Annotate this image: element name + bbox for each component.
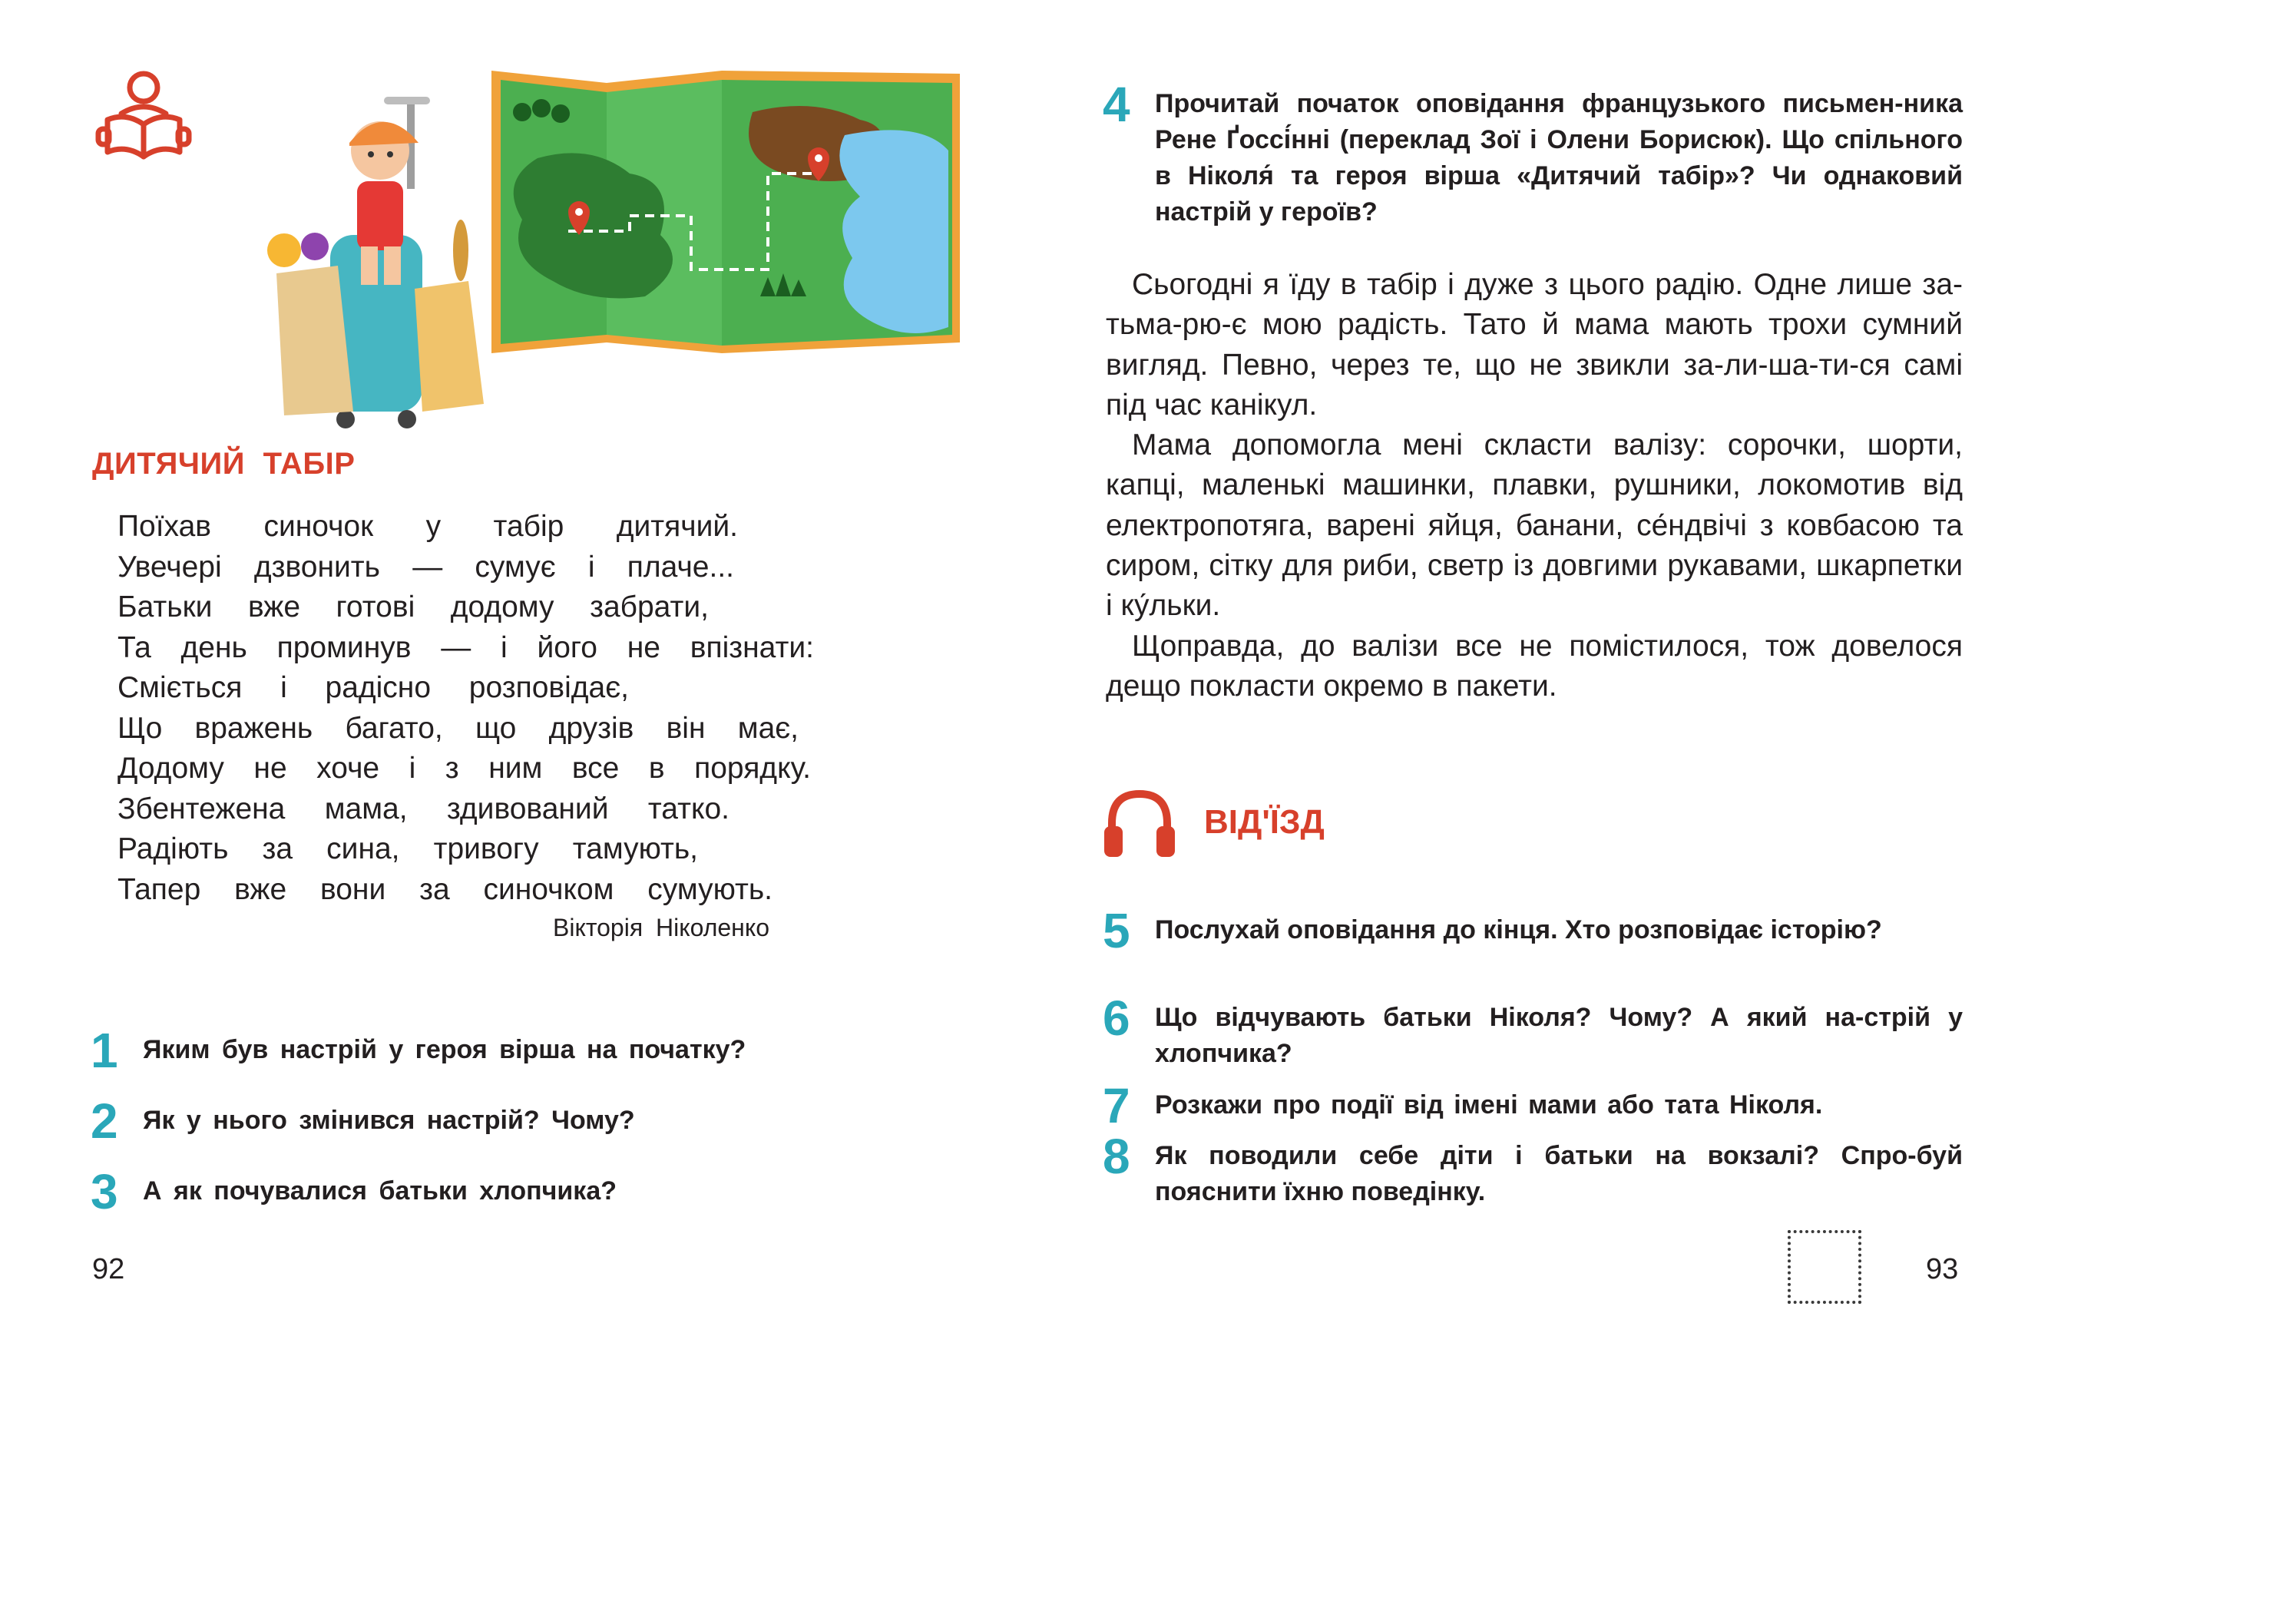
question-8 — [1103, 1129, 1963, 1210]
question-text: Як у нього змінився настрій? Чому? — [143, 1106, 635, 1135]
question-text: Прочитай початок оповідання французького письмен-ника Рене Ґоссі́нні (переклад Зої і Олени Борисюк). Що спільного в Ніколя́ та героя вірша «Дитячий табір»? Чи однаковий настрій у героїв? — [1155, 89, 1963, 227]
question-1 — [91, 1023, 746, 1078]
page-number-right: 93 — [1926, 1253, 1959, 1285]
question-5 — [1103, 903, 1963, 958]
question-number: 5 — [1103, 903, 1130, 958]
camp-map-illustration — [230, 66, 960, 435]
story-paragraph: Щоправда, до валізи все не помістилося, тож довелося дещо покласти окремо в пакети. — [1106, 629, 1963, 703]
story-paragraph: Мама допомогла мені скласти валізу: сорочки, шорти, капці, маленькі машинки, плавки, рушники, локомотив від електропотяга, варені яйця, банани, се́ндвічі з ковбасою та сиром, сітку для риби, светр із довгими рукавами, шкарпетки і ку́льки. — [1106, 428, 1963, 623]
page-number-left: 92 — [92, 1253, 125, 1285]
story-excerpt — [1106, 265, 1963, 706]
question-number: 6 — [1103, 991, 1130, 1046]
task-4 — [1103, 77, 1963, 230]
score-checkbox[interactable] — [1788, 1230, 1861, 1304]
question-text: А як почувалися батьки хлопчика? — [143, 1176, 617, 1206]
poem-line: Поїхав синочок у табір дитячий. — [117, 510, 738, 543]
question-text: Послухай оповідання до кінця. Хто розповідає історію? — [1155, 915, 1882, 944]
poem-line: Сміється і радісно розповідає, — [117, 671, 629, 704]
question-6 — [1103, 991, 1963, 1072]
poem-author: Вікторія Ніколенко — [553, 914, 769, 941]
story-paragraph: Сьогодні я їду в табір і дуже з цього радію. Одне лише за-тьма-рю-є мою радість. Тато й мама мають трохи сумний вигляд. Певно, через те, що не звикли за-ли-ша-ти-ся самі під час канікул. — [1106, 268, 1963, 422]
question-3 — [91, 1164, 617, 1219]
poem-line: Тапер вже вони за синочком сумують. — [117, 872, 773, 906]
question-2 — [91, 1093, 635, 1149]
poem-line: Що вражень багато, що друзів він має, — [117, 711, 799, 745]
question-number: 1 — [91, 1023, 118, 1078]
question-text: Яким був настрій у героя вірша на початку? — [143, 1035, 746, 1064]
poem-line: Радіють за сина, тривогу тамують, — [117, 832, 698, 865]
poem-line: Збентежена мама, здивований татко. — [117, 792, 729, 825]
question-text: Розкажи про події від імені мами або тата Ніколя. — [1155, 1090, 1823, 1120]
question-7 — [1103, 1078, 1963, 1133]
question-text: Як поводили себе діти і батьки на вокзалі? Спро-буй пояснити їхню поведінку. — [1155, 1141, 1963, 1206]
poem-text — [117, 507, 824, 910]
headphones-icon — [1101, 786, 1178, 860]
poem-title: ДИТЯЧИЙ ТАБІР — [92, 447, 356, 481]
question-number: 3 — [91, 1164, 118, 1219]
reader-icon — [94, 66, 194, 166]
poem-line: Додому не хоче і з ним все в порядку. — [117, 752, 811, 785]
section-title-departure: ВІД'ЇЗД — [1204, 803, 1325, 841]
question-number: 2 — [91, 1093, 118, 1149]
poem-line: Батьки вже готові додому забрати, — [117, 590, 709, 623]
question-number: 4 — [1103, 77, 1130, 132]
map-image — [491, 71, 960, 353]
question-number: 7 — [1103, 1078, 1130, 1133]
boy-with-suitcase-image — [267, 97, 484, 428]
question-text: Що відчувають батьки Ніколя? Чому? А який на-стрій у хлопчика? — [1155, 1003, 1963, 1068]
question-number: 8 — [1103, 1129, 1130, 1184]
poem-line: Та день проминув — і його не впізнати: — [117, 630, 814, 664]
poem-line: Увечері дзвонить — сумує і плаче... — [117, 550, 734, 584]
